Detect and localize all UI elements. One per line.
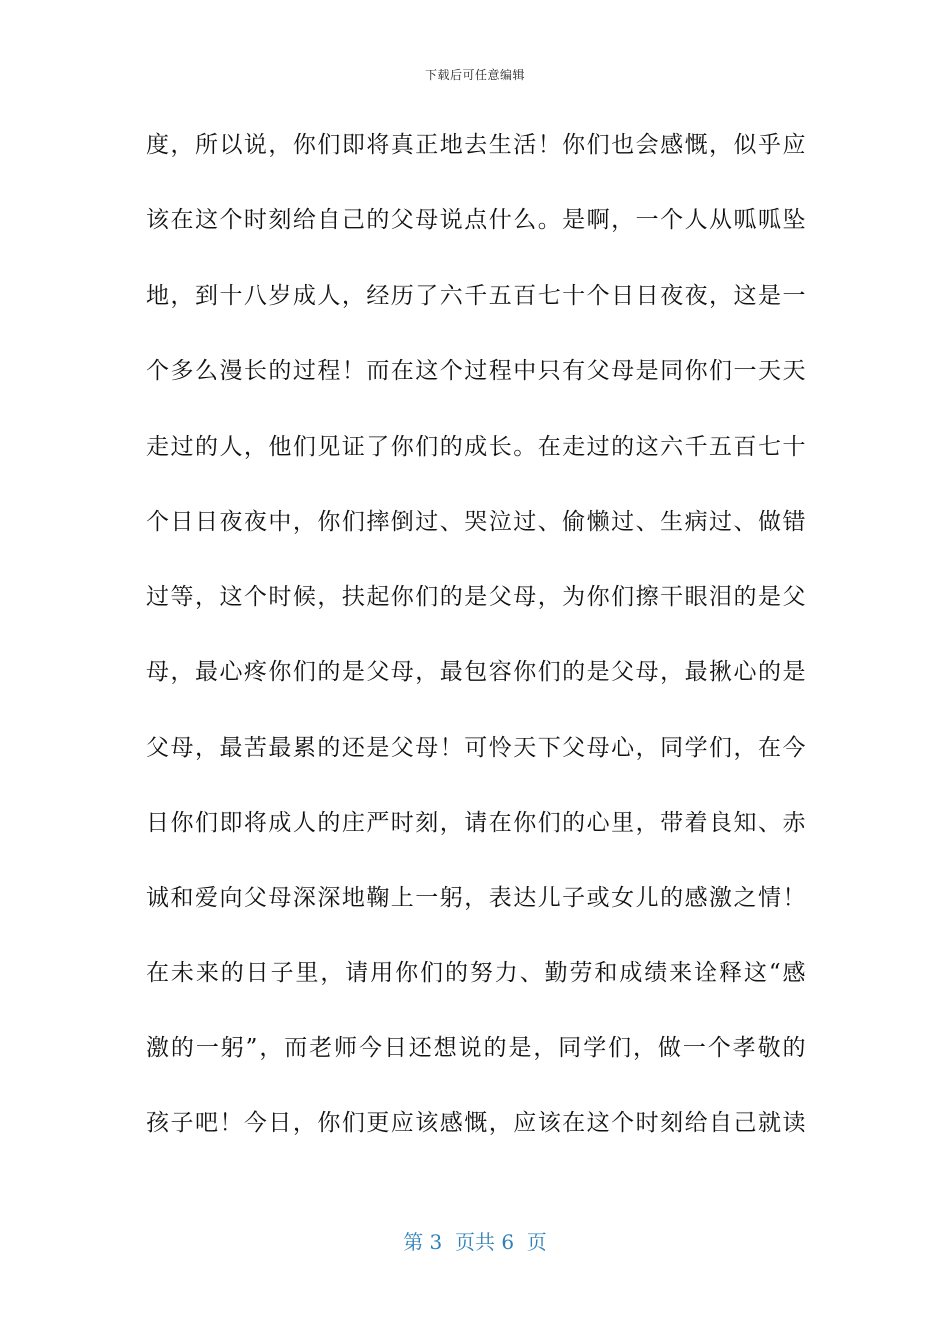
text-line: 母，最心疼你们的是父母，最包容你们的是父母，最揪心的是 bbox=[146, 659, 806, 685]
text-line: 度，所以说，你们即将真正地去生活！你们也会感慨，似乎应 bbox=[146, 132, 806, 158]
text-line: 过等，这个时候，扶起你们的是父母，为你们擦干眼泪的是父 bbox=[146, 584, 806, 610]
text-line: 诚和爱向父母深深地鞠上一躬，表达儿子或女儿的感激之情！ bbox=[146, 885, 806, 911]
text-line: 父母，最苦最累的还是父母！可怜天下父母心，同学们，在今 bbox=[146, 735, 806, 761]
page-number-footer: 第 3 页共 6 页 bbox=[403, 1230, 547, 1254]
text-line: 走过的人，他们见证了你们的成长。在走过的这六千五百七十 bbox=[146, 434, 806, 460]
text-line: 孩子吧！今日，你们更应该感慨，应该在这个时刻给自己就读 bbox=[146, 1110, 806, 1136]
text-line: 个日日夜夜中，你们摔倒过、哭泣过、偷懒过、生病过、做错 bbox=[146, 509, 806, 535]
text-line: 个多么漫长的过程！而在这个过程中只有父母是同你们一天天 bbox=[146, 358, 806, 384]
text-line: 地，到十八岁成人，经历了六千五百七十个日日夜夜，这是一 bbox=[146, 283, 806, 309]
text-line: 激的一躬”，而老师今日还想说的是，同学们，做一个孝敬的 bbox=[146, 1035, 806, 1061]
header-note: 下载后可任意编辑 bbox=[424, 68, 525, 82]
text-line: 该在这个时刻给自己的父母说点什么。是啊，一个人从呱呱坠 bbox=[146, 207, 806, 233]
text-line: 在未来的日子里，请用你们的努力、勤劳和成绩来诠释这“感 bbox=[146, 960, 806, 986]
text-line: 日你们即将成人的庄严时刻，请在你们的心里，带着良知、赤 bbox=[146, 810, 806, 836]
